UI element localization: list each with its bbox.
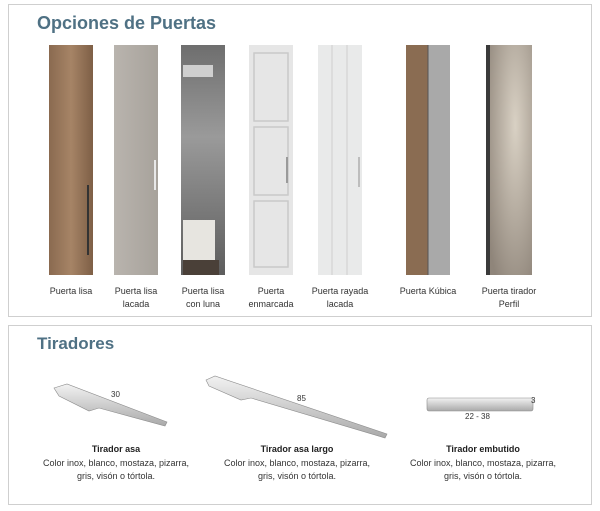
door-profile-handle-image — [486, 45, 532, 275]
handle-embutido-description: Color inox, blanco, mostaza, pizarra, gris, visón o tórtola. — [409, 458, 557, 481]
handle-asa-largo-name: Tirador asa largo — [260, 444, 334, 454]
door-label-kubica: Puerta Kúbica — [399, 286, 457, 296]
handle-asa-description: Color inox, blanco, mostaza, pizarra, gris, visón o tórtola. — [42, 458, 190, 481]
door-label-striped-lacquered: Puerta rayada lacada — [311, 286, 369, 309]
door-options-title: Opciones de Puertas — [37, 13, 217, 33]
door-label-plain: Puerta lisa — [49, 286, 93, 296]
handle-asa-dimension: 30 — [111, 390, 120, 399]
door-label-mirror: Puerta lisa con luna — [181, 286, 225, 309]
handle-asa-image — [49, 378, 179, 433]
door-label-profile-handle: Puerta tirador Perfil — [481, 286, 537, 309]
handle-asa-name: Tirador asa — [91, 444, 141, 454]
door-plain-lacquered-image — [114, 45, 158, 275]
door-striped-lacquered-image — [318, 45, 362, 275]
door-plain-image — [49, 45, 93, 275]
door-mirror-image — [181, 45, 225, 275]
handle-asa-largo-description: Color inox, blanco, mostaza, pizarra, gris, visón o tórtola. — [223, 458, 371, 481]
handle-asa-largo-image — [201, 372, 391, 442]
handle-embutido-name: Tirador embutido — [446, 444, 520, 454]
door-label-framed: Puerta enmarcada — [248, 286, 294, 309]
door-options-panel — [8, 4, 592, 317]
handles-panel — [8, 325, 592, 505]
door-kubica-image — [406, 45, 450, 275]
door-framed-image — [249, 45, 293, 275]
door-label-plain-lacquered: Puerta lisa lacada — [114, 286, 158, 309]
handle-embutido-dimension: 22 - 38 — [465, 412, 490, 421]
handle-embutido-side-dimension: 3 — [531, 396, 536, 405]
handles-title: Tiradores — [37, 334, 115, 353]
handle-asa-largo-dimension: 85 — [297, 394, 306, 403]
